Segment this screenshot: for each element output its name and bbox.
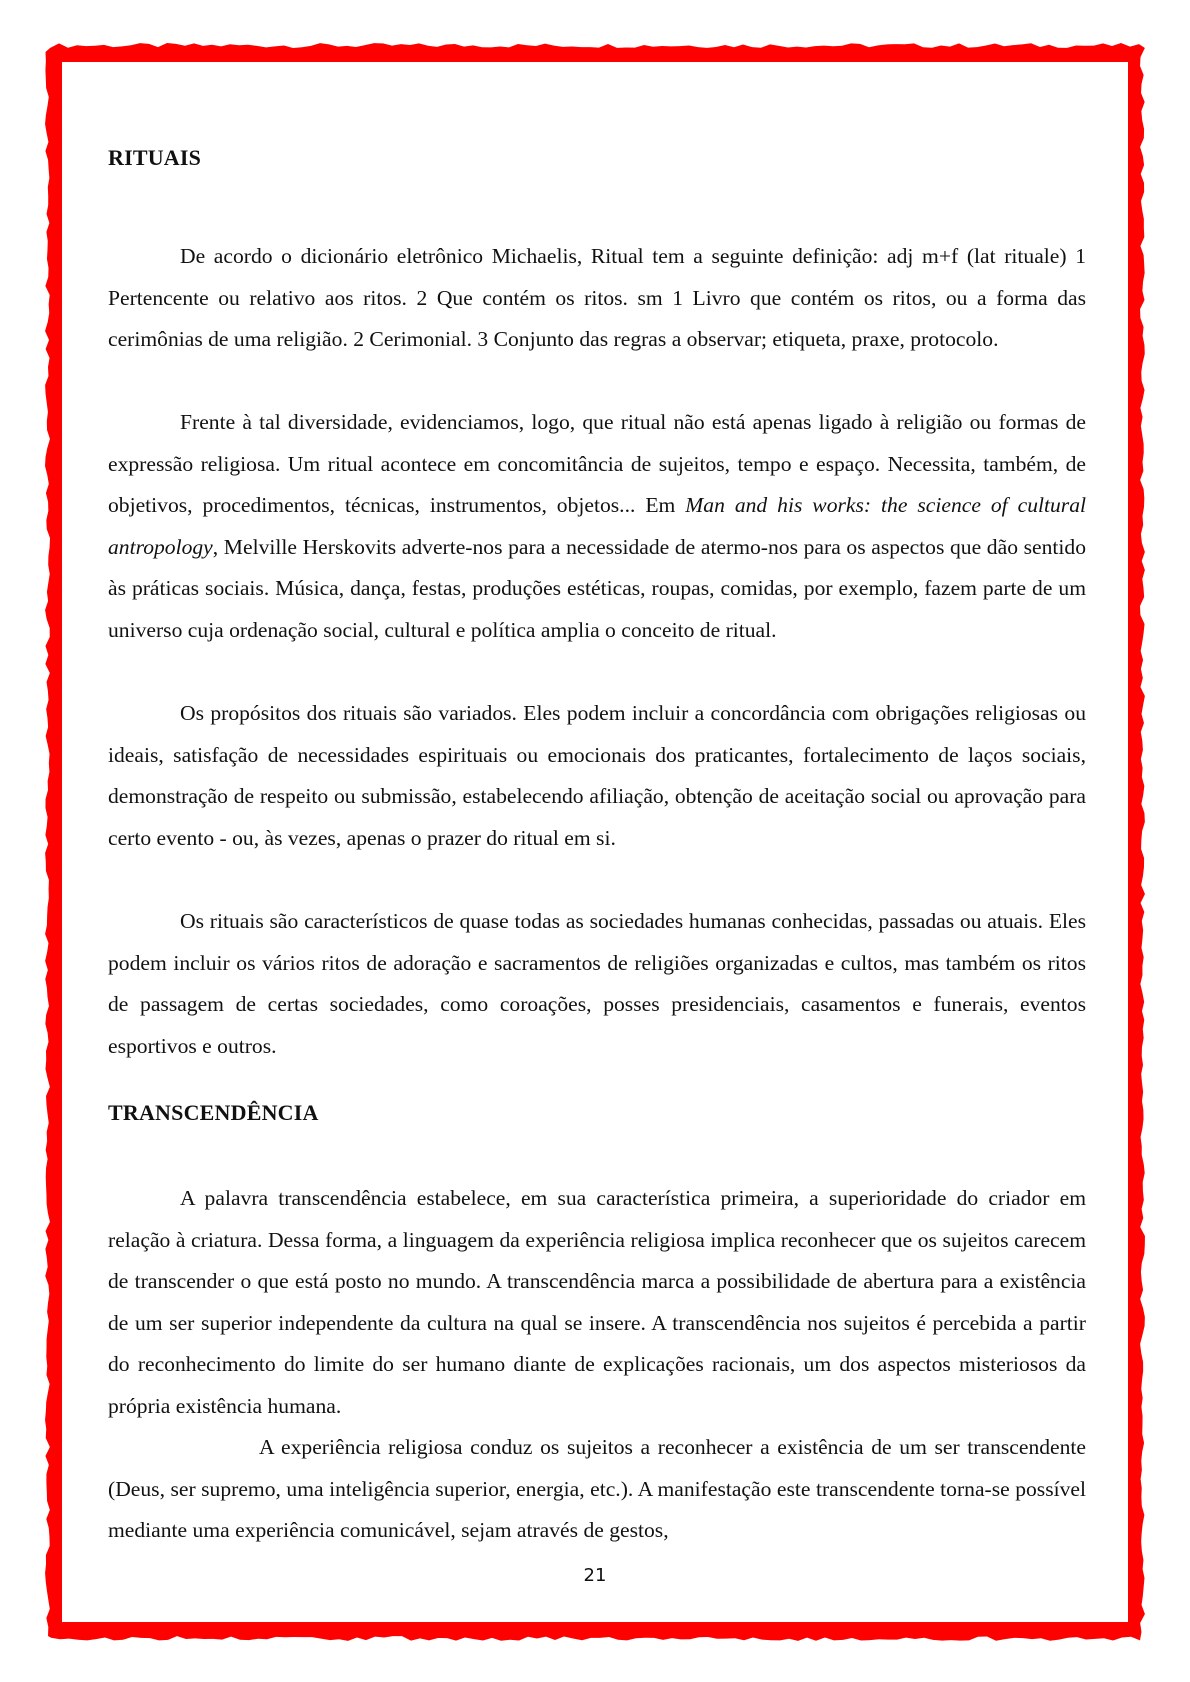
paragraph-rituais-definition: De acordo o dicionário eletrônico Michaelis, Ritual tem a seguinte definição: adj m+f (lat rituale) 1 Pertencente ou relativo aos ritos. 2 Que contém os ritos. sm 1 Livro que contém os ritos, ou a forma das cerimônias de uma religião. 2 Cerimonial. 3 Conjunto das regras a observar; etiqueta, praxe, protocolo. (108, 244, 1086, 352)
paragraph-rituais-diversity (108, 402, 1086, 652)
paragraph-text: Frente à tal diversidade, evidenciamos, logo, que ritual não está apenas ligado à religião ou formas de expressão religiosa. Um ritual acontece em concomitância de sujeitos, tempo e espaço. Necessita, também, de objetivos, procedimentos, técnicas, instrumentos, objetos... Em (108, 410, 1086, 518)
heading-transcendencia: TRANSCENDÊNCIA (108, 1100, 319, 1125)
paragraph-transcendencia-definition: A palavra transcendência estabelece, em sua característica primeira, a superioridade do criador em relação à criatura. Dessa forma, a linguagem da experiência religiosa implica reconhecer que os sujeitos carecem de transcender o que está posto no mundo. A transcendência marca a possibilidade de abertura para a existência de um ser superior independente da cultura na qual se insere. A transcendência nos sujeitos é percebida a partir do reconhecimento do limite do ser humano diante de explicações racionais, um dos aspectos misteriosos da própria existência humana. (108, 1186, 1086, 1418)
paragraph-rituais-societies: Os rituais são característicos de quase todas as sociedades humanas conhecidas, passadas ou atuais. Eles podem incluir os vários ritos de adoração e sacramentos de religiões organizadas e cultos, mas também os ritos de passagem de certas sociedades, como coroações, posses presidenciais, casamentos e funerais, eventos esportivos e outros. (108, 909, 1086, 1058)
paragraph-transcendencia-experience: A experiência religiosa conduz os sujeitos a reconhecer a existência de um ser transcendente (Deus, ser supremo, uma inteligência superior, energia, etc.). A manifestação este transcendente torna-se possível mediante uma experiência comunicável, sejam através de gestos, (108, 1435, 1086, 1543)
paragraph-rituais-purposes: Os propósitos dos rituais são variados. Eles podem incluir a concordância com obrigações religiosas ou ideais, satisfação de necessidades espirituais ou emocionais dos praticantes, fortalecimento de laços sociais, demonstração de respeito ou submissão, estabelecendo afiliação, obtenção de aceitação social ou aprovação para certo evento - ou, às vezes, apenas o prazer do ritual em si. (108, 701, 1086, 850)
heading-rituais: RITUAIS (108, 145, 202, 170)
paragraph-text: , Melville Herskovits adverte-nos para a necessidade de atermo-nos para os aspectos que dão sentido às práticas sociais. Música, dança, festas, produções estéticas, roupas, comidas, por exemplo, fazem parte de um universo cuja ordenação social, cultural e política amplia o conceito de ritual. (108, 534, 1086, 642)
book-title: Man and his works: the science of cultural antropology (108, 493, 1086, 559)
page-number: 21 (583, 1565, 607, 1586)
